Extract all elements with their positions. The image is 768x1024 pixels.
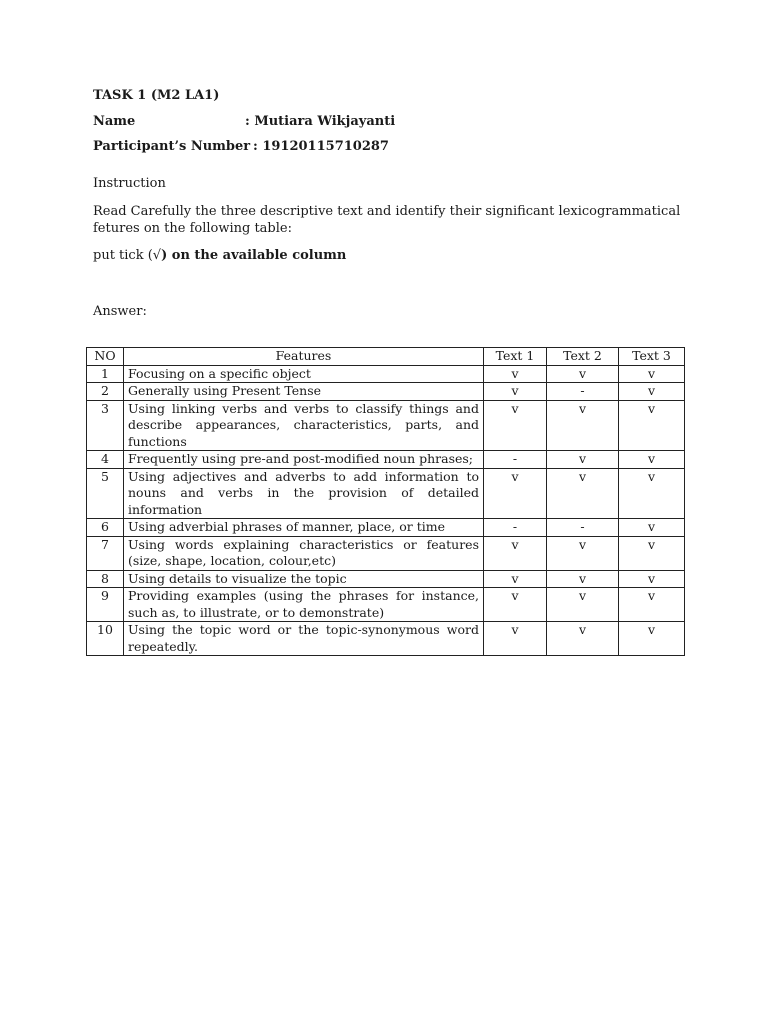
header-text-2: Text 2	[547, 348, 619, 366]
row-number: 3	[87, 400, 124, 451]
row-feature: Using adverbial phrases of manner, place, or time	[124, 519, 484, 537]
row-text-1-mark: v	[484, 588, 547, 622]
tick-instruction	[93, 248, 346, 263]
row-text-1-mark: v	[484, 400, 547, 451]
row-text-3-mark: v	[619, 468, 685, 519]
table-header-row	[87, 348, 685, 366]
row-text-2-mark: -	[547, 519, 619, 537]
table-row	[87, 588, 685, 622]
row-text-2-mark: v	[547, 451, 619, 469]
participant-number-label: Participant’s Number	[93, 139, 251, 154]
row-number: 7	[87, 536, 124, 570]
row-text-1-mark: -	[484, 519, 547, 537]
participant-name-row	[93, 114, 395, 129]
row-number: 4	[87, 451, 124, 469]
table-row	[87, 622, 685, 656]
row-text-3-mark: v	[619, 570, 685, 588]
instruction-heading: Instruction	[93, 176, 166, 191]
row-number: 5	[87, 468, 124, 519]
participant-number-row	[93, 139, 389, 154]
participant-number-value: : 19120115710287	[253, 139, 389, 154]
row-number: 10	[87, 622, 124, 656]
name-label: Name	[93, 114, 136, 129]
row-text-2-mark: v	[547, 400, 619, 451]
row-text-1-mark: v	[484, 383, 547, 401]
table-row	[87, 365, 685, 383]
row-number: 1	[87, 365, 124, 383]
row-number: 9	[87, 588, 124, 622]
row-feature: Using linking verbs and verbs to classify things and describe appearances, characteristics, parts, and functions	[124, 400, 484, 451]
features-table	[86, 347, 685, 656]
row-text-3-mark: v	[619, 451, 685, 469]
row-text-1-mark: v	[484, 622, 547, 656]
tick-prefix: put tick (	[93, 248, 153, 263]
table-row	[87, 468, 685, 519]
row-number: 6	[87, 519, 124, 537]
header-text-1: Text 1	[484, 348, 547, 366]
row-number: 2	[87, 383, 124, 401]
task-title: TASK 1 (M2 LA1)	[93, 88, 220, 103]
row-text-1-mark: -	[484, 451, 547, 469]
row-text-2-mark: v	[547, 365, 619, 383]
table-row	[87, 570, 685, 588]
row-text-3-mark: v	[619, 536, 685, 570]
row-text-2-mark: v	[547, 468, 619, 519]
row-text-3-mark: v	[619, 588, 685, 622]
row-feature: Generally using Present Tense	[124, 383, 484, 401]
table-row	[87, 400, 685, 451]
row-text-2-mark: v	[547, 536, 619, 570]
header-text-3: Text 3	[619, 348, 685, 366]
table-row	[87, 519, 685, 537]
row-feature: Using adjectives and adverbs to add information to nouns and verbs in the provision of detailed information	[124, 468, 484, 519]
row-feature: Providing examples (using the phrases for instance, such as, to illustrate, or to demonstrate)	[124, 588, 484, 622]
header-features: Features	[124, 348, 484, 366]
row-text-2-mark: v	[547, 570, 619, 588]
table-body	[87, 365, 685, 656]
row-text-1-mark: v	[484, 570, 547, 588]
row-feature: Using the topic word or the topic-synonymous word repeatedly.	[124, 622, 484, 656]
row-text-2-mark: v	[547, 588, 619, 622]
tick-suffix: ) on the available column	[161, 248, 347, 263]
answer-label: Answer:	[93, 304, 147, 319]
row-text-3-mark: v	[619, 622, 685, 656]
row-text-2-mark: v	[547, 622, 619, 656]
row-text-2-mark: -	[547, 383, 619, 401]
row-feature: Using details to visualize the topic	[124, 570, 484, 588]
row-feature: Focusing on a specific object	[124, 365, 484, 383]
name-value: : Mutiara Wikjayanti	[245, 114, 396, 129]
row-text-1-mark: v	[484, 468, 547, 519]
table-row	[87, 383, 685, 401]
row-text-3-mark: v	[619, 365, 685, 383]
row-text-3-mark: v	[619, 383, 685, 401]
instruction-text: Read Carefully the three descriptive text and identify their significant lexicogrammatical fetures on the following table:	[93, 204, 681, 236]
row-feature: Using words explaining characteristics or features (size, shape, location, colour,etc)	[124, 536, 484, 570]
row-text-1-mark: v	[484, 365, 547, 383]
table-row	[87, 451, 685, 469]
tick-symbol: √	[152, 248, 162, 263]
row-number: 8	[87, 570, 124, 588]
row-text-3-mark: v	[619, 519, 685, 537]
row-feature: Frequently using pre-and post-modified noun phrases;	[124, 451, 484, 469]
row-text-1-mark: v	[484, 536, 547, 570]
header-no: NO	[87, 348, 124, 366]
row-text-3-mark: v	[619, 400, 685, 451]
table-row	[87, 536, 685, 570]
